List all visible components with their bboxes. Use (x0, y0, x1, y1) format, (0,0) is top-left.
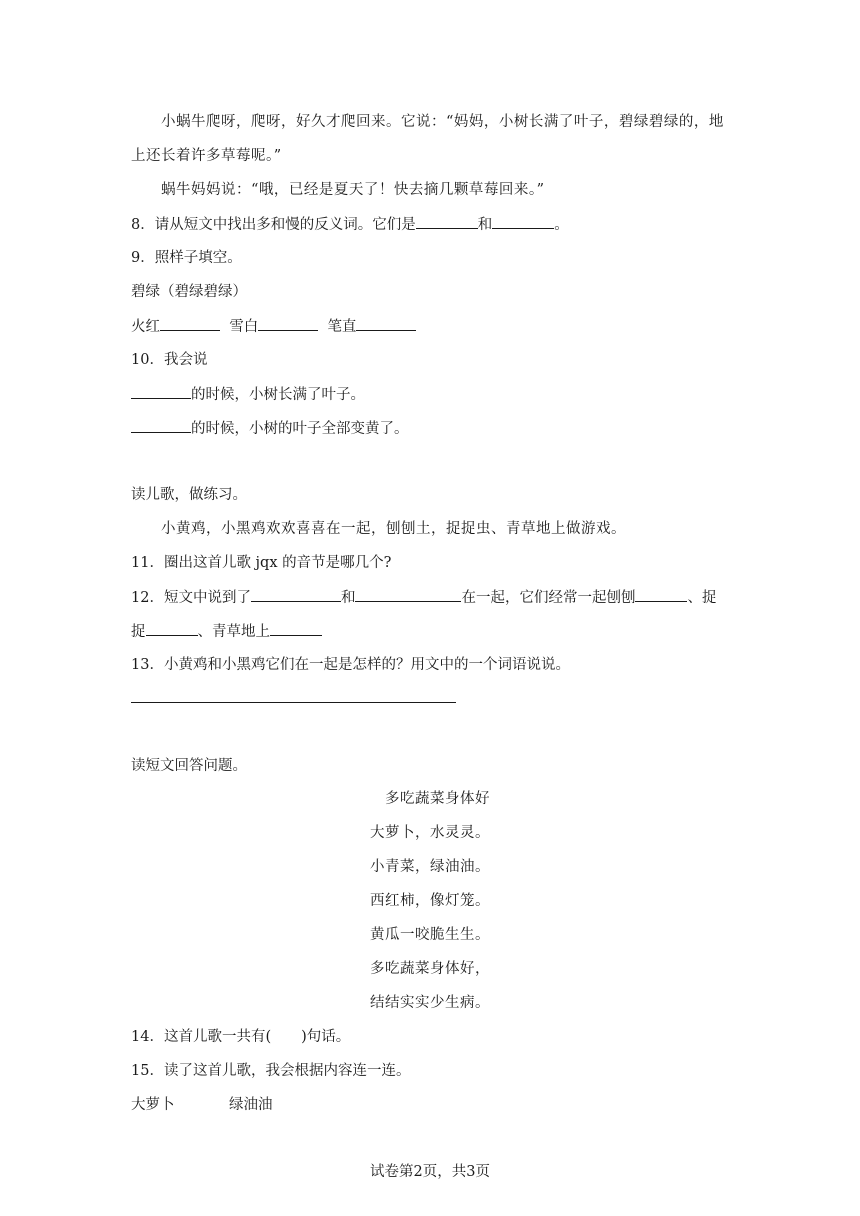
question-9-example: 碧绿（碧绿碧绿） (131, 284, 247, 300)
answer-blank[interactable] (251, 587, 341, 602)
question-15: 15．读了这首儿歌，我会根据内容连一连。 (131, 1063, 411, 1079)
answer-blank[interactable] (355, 587, 461, 602)
question-12-line1 (131, 587, 716, 608)
question-10-line2 (131, 418, 409, 439)
question-14 (131, 1027, 350, 1047)
question-12-text: 12．短文中说到了 (131, 590, 251, 606)
answer-blank[interactable] (635, 587, 687, 602)
answer-blank[interactable] (160, 316, 220, 331)
question-8 (131, 214, 569, 235)
question-12-line2 (131, 621, 322, 642)
answer-blank[interactable] (258, 316, 318, 331)
question-10-line2-text: 的时候，小树的叶子全部变黄了。 (191, 421, 409, 437)
poem-title: 多吃蔬菜身体好 (385, 791, 490, 807)
question-12-text: 在一起，它们经常一起刨刨 (461, 590, 636, 606)
poem-line: 大萝卜，水灵灵。 (370, 825, 490, 841)
question-13: 13．小黄鸡和小黑鸡它们在一起是怎样的？用文中的一个词语说说。 (131, 657, 570, 673)
poem-line: 黄瓜一咬脆生生。 (370, 927, 490, 943)
question-9-items (131, 316, 416, 337)
passage1-line2: 上还长着许多草莓呢。” (131, 148, 282, 164)
answer-blank[interactable] (131, 384, 191, 399)
answer-blank[interactable] (492, 214, 554, 229)
question-9-item: 笔直 (327, 319, 357, 335)
passage1-para2: 蜗牛妈妈说：“哦，已经是夏天了！快去摘几颗草莓回来。” (161, 182, 545, 198)
section2-poem: 小黄鸡，小黑鸡欢欢喜喜在一起，刨刨土，捉捉虫、青草地上做游戏。 (161, 521, 626, 537)
question-8-end: 。 (554, 217, 569, 233)
match-left-item[interactable]: 大萝卜 (131, 1097, 175, 1113)
poem-line: 西红柿，像灯笼。 (370, 893, 490, 909)
answer-blank[interactable] (270, 621, 322, 636)
question-14-text: )句话。 (301, 1029, 351, 1045)
answer-blank[interactable] (416, 214, 478, 229)
page-footer: 试卷第2页，共3页 (370, 1164, 490, 1180)
question-12-text: 、捉 (687, 590, 717, 606)
poem-line: 小青菜，绿油油。 (370, 859, 490, 875)
question-12-text: 和 (340, 590, 356, 606)
question-11: 11．圈出这首儿歌 jqx 的音节是哪几个? (131, 555, 392, 571)
passage1-line1: 小蜗牛爬呀，爬呀，好久才爬回来。它说：“妈妈，小树长满了叶子，碧绿碧绿的，地 (161, 114, 724, 130)
poem-line: 结结实实少生病。 (370, 995, 490, 1011)
question-12-text: 捉 (131, 624, 146, 640)
match-right-item[interactable]: 绿油油 (229, 1097, 273, 1113)
question-14-text: 14．这首儿歌一共有( (131, 1029, 272, 1045)
question-10-line1 (131, 384, 365, 405)
question-12-text: 、青草地上 (197, 624, 270, 640)
question-8-text: 8．请从短文中找出多和慢的反义词。它们是 (131, 217, 416, 233)
section3-heading: 读短文回答问题。 (131, 758, 247, 774)
poem-line: 多吃蔬菜身体好， (370, 961, 490, 977)
question-8-mid: 和 (477, 217, 493, 233)
question-10-title: 10．我会说 (131, 352, 208, 368)
question-9-title: 9．照样子填空。 (131, 250, 242, 266)
question-9-item: 雪白 (229, 319, 259, 335)
answer-blank[interactable] (131, 418, 191, 433)
answer-line[interactable] (131, 702, 456, 703)
answer-blank[interactable] (356, 316, 416, 331)
question-9-item: 火红 (131, 319, 160, 335)
section2-heading: 读儿歌，做练习。 (131, 487, 247, 503)
question-10-line1-text: 的时候，小树长满了叶子。 (191, 387, 365, 403)
answer-blank[interactable] (146, 621, 198, 636)
